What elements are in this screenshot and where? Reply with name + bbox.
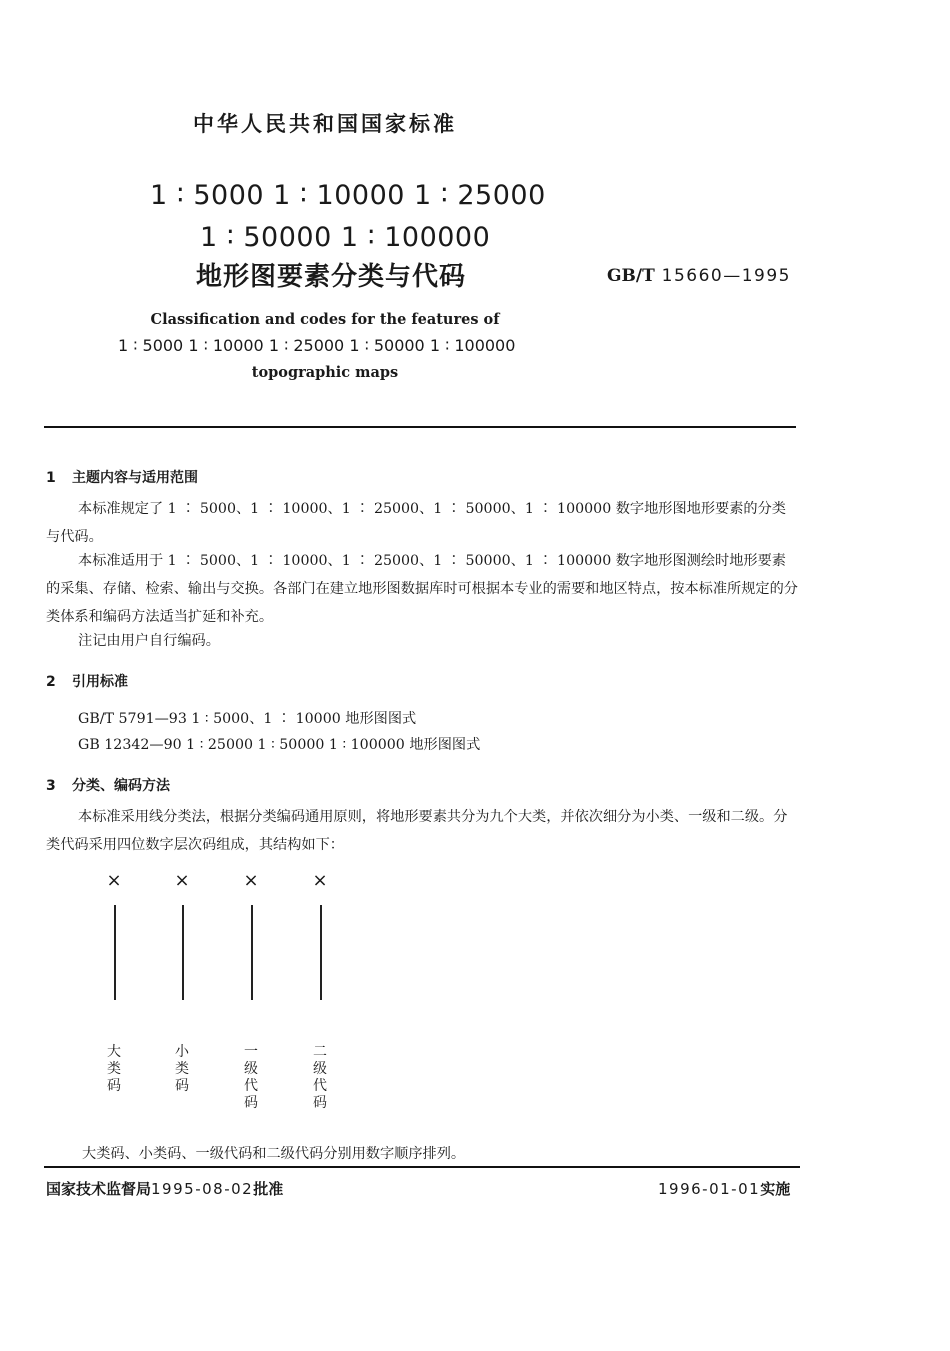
footer-divider (44, 1166, 800, 1168)
code-label-major-class: 大类码 (107, 1044, 121, 1094)
digit-mark: × (174, 870, 190, 891)
reference-item: GB/T 5791—93 1 ∶ 5000、1 ∶ 10000 地形图图式 (78, 711, 417, 727)
connector-line (114, 905, 116, 1000)
section-2-heading: 2 引用标准 (46, 674, 128, 690)
connector-line (182, 905, 184, 1000)
effective-date: 1996-01-01 (658, 1180, 761, 1198)
digit-mark: × (243, 870, 259, 891)
issuer: 国家技术监督局 (46, 1180, 152, 1198)
section-3-paragraph-1: 本标准采用线分类法，根据分类编码通用原则，将地形要素共分为九个大类，并依次细分为小类、一级和二级。分类代码采用四位数字层次码组成，其结构如下： (46, 809, 788, 853)
approve-label: 批准 (253, 1180, 284, 1198)
connector-line (251, 905, 253, 1000)
title-zh: 地形图要素分类与代码 (196, 262, 467, 292)
standard-code (607, 266, 791, 286)
implementation-line (658, 1178, 790, 1199)
scale-line-2: 1 ∶ 50000 1 ∶ 100000 (200, 222, 491, 253)
section-3-heading: 3 分类、编码方法 (46, 778, 170, 794)
standard-number: 15660—1995 (661, 266, 791, 286)
section-1-heading: 1 主题内容与适用范围 (46, 470, 198, 486)
section-1-paragraph-2: 本标准适用于 1 ∶ 5000、1 ∶ 10000、1 ∶ 25000、1 ∶ 50000、1 ∶ 100000 数字地形图测绘时地形要素的采集、存储、检索、输出与交换。各部门在建立地形图数据库时可根据本专业的需要和地区特点，按本标准所规定的分类体系和编码方法适当扩延和补充。 (46, 553, 798, 625)
code-label-level-1: 一级代码 (244, 1044, 258, 1111)
title-en-scales: 1 ∶ 5000 1 ∶ 10000 1 ∶ 25000 1 ∶ 50000 1 ∶ 100000 (118, 336, 516, 355)
implement-label: 实施 (760, 1180, 791, 1198)
code-label-level-2: 二级代码 (313, 1044, 327, 1111)
section-1-paragraph-1: 本标准规定了 1 ∶ 5000、1 ∶ 10000、1 ∶ 25000、1 ∶ 50000、1 ∶ 100000 数字地形图地形要素的分类与代码。 (46, 501, 786, 545)
section-1-paragraph-3: 注记由用户自行编码。 (78, 633, 220, 649)
national-standard-heading: 中华人民共和国国家标准 (193, 112, 457, 136)
connector-line (320, 905, 322, 1000)
title-en-line-1: Classification and codes for the features of (150, 311, 500, 328)
digit-mark: × (106, 870, 122, 891)
section-3-paragraph-2: 大类码、小类码、一级代码和二级代码分别用数字顺序排列。 (82, 1146, 466, 1162)
approval-line (46, 1178, 283, 1199)
standard-prefix: GB/T (607, 266, 655, 286)
reference-item: GB 12342—90 1 ∶ 25000 1 ∶ 50000 1 ∶ 100000 地形图图式 (78, 737, 481, 753)
issue-date: 1995-08-02 (151, 1180, 254, 1198)
code-label-minor-class: 小类码 (175, 1044, 189, 1094)
header-divider (44, 426, 796, 428)
digit-mark: × (312, 870, 328, 891)
scale-line-1: 1 ∶ 5000 1 ∶ 10000 1 ∶ 25000 (150, 180, 546, 211)
title-en-line-2: topographic maps (251, 364, 399, 381)
